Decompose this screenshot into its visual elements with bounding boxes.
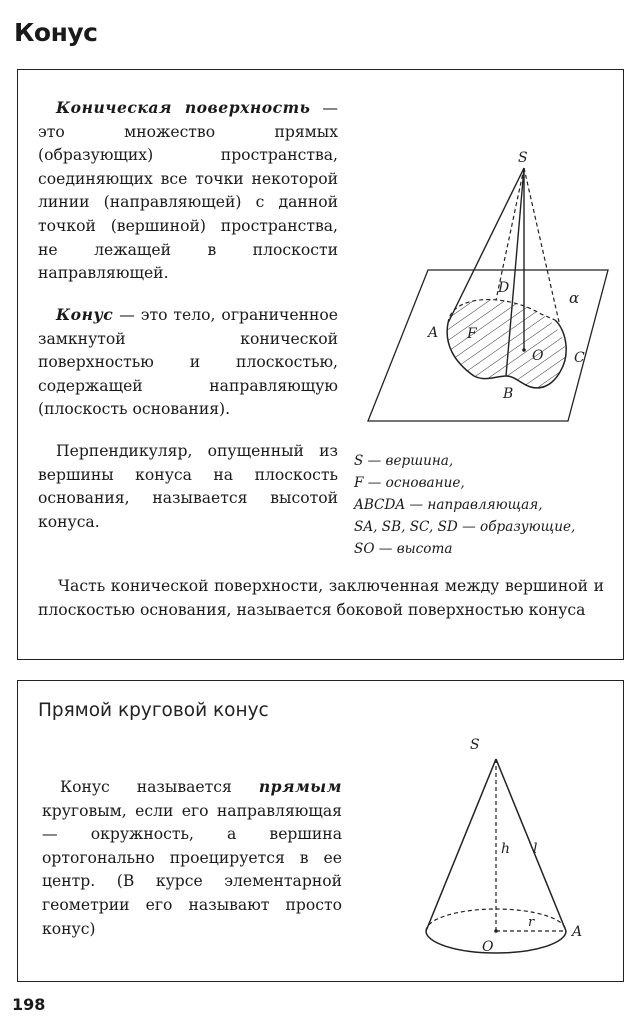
- label-r: r: [528, 915, 535, 930]
- legend-item: F — основание,: [354, 475, 465, 491]
- label-C: C: [574, 350, 585, 366]
- legend-item: ABCDA — направляющая,: [354, 497, 543, 513]
- label-D: D: [498, 280, 510, 296]
- center-O: [494, 929, 498, 933]
- right-term: прямым: [258, 777, 342, 796]
- oblique-cone-figure: [356, 86, 616, 431]
- figure-legend: [354, 450, 575, 560]
- cone-surface-text: — это множество прямых (образующих) пространства, соединяющих все точки некоторой линии (направляющей) с данной точкой (вершиной) пространства, не лежащей в плоскости направляющей.: [38, 99, 338, 283]
- label-S: S: [518, 150, 528, 166]
- label-A: A: [572, 924, 583, 940]
- right-cone-figure: [408, 729, 608, 959]
- point-O: [522, 348, 526, 352]
- lateral-surface-definition: Часть конической поверхности, заключенная между вершиной и плоскостью основания, называется боковой поверхностью конуса: [38, 577, 604, 619]
- page-number: 198: [12, 995, 46, 1014]
- legend-item: SO — высота: [354, 541, 453, 557]
- legend-item: SA, SB, SC, SD — образующие,: [354, 519, 576, 535]
- label-l: l: [533, 841, 538, 857]
- base-front: [426, 931, 566, 953]
- label-O: O: [482, 939, 494, 955]
- cone-text: — это тело, ограниченное замкнутой конической поверхностью и плоскостью, содержащей направляющую (плоскость основания).: [38, 306, 338, 419]
- right-circular-cone-box: [17, 680, 624, 982]
- cone-surface-definition: [38, 96, 338, 286]
- cone-term: Конус: [56, 305, 114, 324]
- legend-item: S — вершина,: [354, 453, 454, 469]
- label-A: A: [428, 325, 439, 341]
- label-B: B: [503, 386, 514, 402]
- label-alpha: α: [569, 289, 580, 307]
- label-h: h: [501, 841, 511, 857]
- cone-surface-term: Коническая поверхность: [56, 98, 311, 117]
- side-left: [426, 759, 496, 931]
- height-definition: Перпендикуляр, опущенный из вершины конуса на плоскость основания, называется высотой конуса.: [38, 442, 338, 531]
- right-cone-definition: Конус называется прямым круговым, если его направляющая — окружность, а вершина ортогонально проецируется в ее центр. (В курсе элементарной геометрии его называют просто конус): [42, 777, 342, 938]
- label-F: F: [467, 326, 477, 342]
- label-S: S: [470, 737, 480, 753]
- definitions-box: [17, 69, 624, 660]
- page-title: Конус: [14, 18, 98, 47]
- cone-definition: [38, 303, 338, 422]
- section-title: Прямой круговой конус: [38, 700, 269, 721]
- label-O: O: [532, 348, 544, 364]
- generator-SC: [524, 168, 559, 322]
